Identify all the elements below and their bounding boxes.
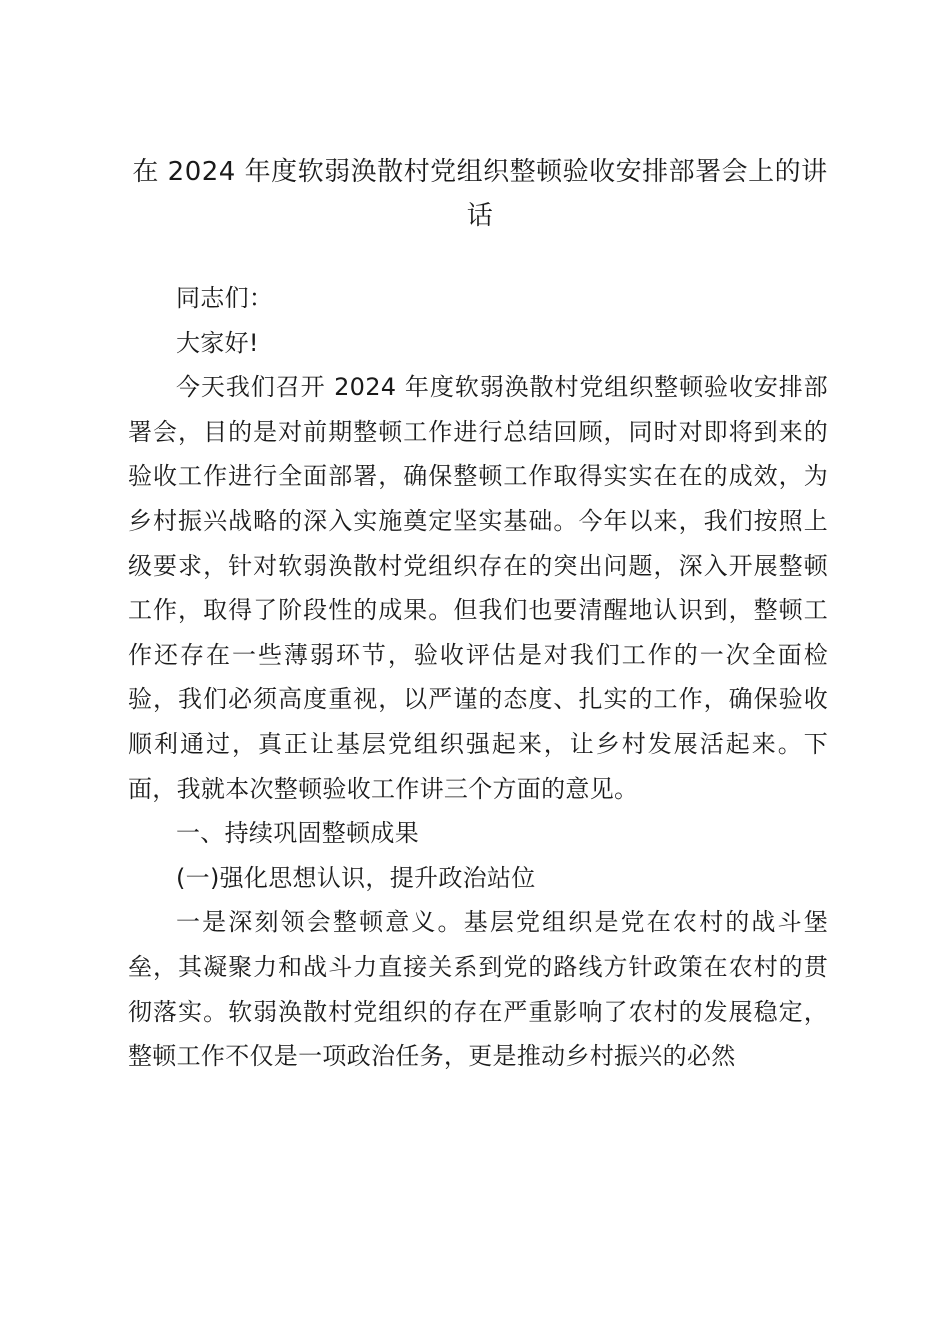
intro-paragraph: 今天我们召开 2024 年度软弱涣散村党组织整顿验收安排部署会，目的是对前期整顿工作进行总结回顾，同时对即将到来的验收工作进行全面部署，确保整顿工作取得实实在在的成效，为乡村振兴战略的深入实施奠定坚实基础。今年以来，我们按照上级要求，针对软弱涣散村党组织存在的突出问题，深入开展整顿工作，取得了阶段性的成果。但我们也要清醒地认识到，整顿工作还存在一些薄弱环节，验收评估是对我们工作的一次全面检验，我们必须高度重视，以严谨的态度、扎实的工作，确保验收顺利通过，真正让基层党组织强起来，让乡村发展活起来。下面，我就本次整顿验收工作讲三个方面的意见。 [128, 373, 828, 803]
subsection-heading-1: (一)强化思想认识，提升政治站位 [176, 863, 536, 892]
greeting-line: 同志们： [176, 284, 274, 312]
salutation-line: 大家好! [176, 328, 259, 357]
document-body [128, 276, 828, 1079]
point-paragraph-1: 一是深刻领会整顿意义。基层党组织是党在农村的战斗堡垒，其凝聚力和战斗力直接关系到党的路线方针政策在农村的贯彻落实。软弱涣散村党组织的存在严重影响了农村的发展稳定，整顿工作不仅是一项政治任务，更是推动乡村振兴的必然 [128, 908, 828, 1071]
document-title: 在 2024 年度软弱涣散村党组织整顿验收安排部署会上的讲话 [132, 157, 828, 231]
section-heading-1: 一、持续巩固整顿成果 [176, 819, 419, 848]
